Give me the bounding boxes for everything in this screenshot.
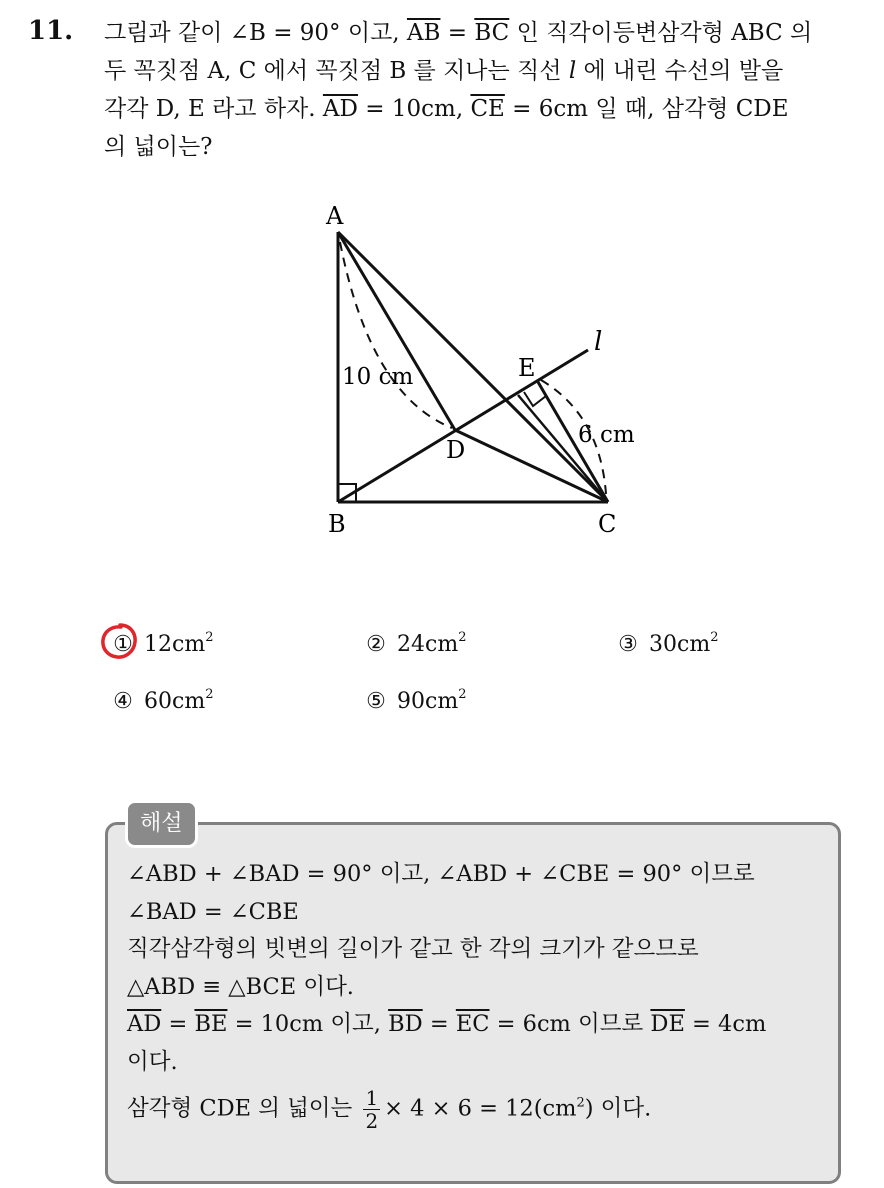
choice-marker: ② [366,632,386,657]
segment-bd: $\overline{BD}$ [388,1011,423,1037]
question-text-part: = 6cm 일 때, 삼각형 CDE [504,96,789,122]
segment-ce: $\overline{CE}$ [470,96,505,122]
solution-text-part: × 4 × 6 = 12(cm [384,1095,577,1122]
question-text-part: = 10cm, [357,96,471,122]
segment-ec-line [518,395,608,502]
segment-be: $\overline{BE}$ [194,1011,228,1037]
choice-exponent: 2 [458,687,467,702]
choice-exponent: 2 [458,630,467,645]
question-text [104,14,860,166]
question-text-part: 각각 D, E 라고 하자. [104,96,323,122]
choice-value: 90cm [397,689,459,714]
choice-marker: ③ [618,632,638,657]
solution-line-2: ∠BAD = ∠CBE [127,898,299,925]
choice-5[interactable] [361,687,466,717]
choice-marker: ⑤ [366,689,386,714]
dashed-arc-ad [340,242,452,428]
right-angle-mark-e [524,392,546,406]
question-text-part: 에 내린 수선의 발을 [576,58,784,84]
question-line-3 [104,90,860,128]
length-label-ad: 10 cm [342,364,414,390]
solution-text-part: = 6cm 이므로 [489,1011,651,1037]
segment-ad: $\overline{AD}$ [322,96,358,122]
line-l-symbol: l [568,58,577,84]
vertex-label-c: C [598,510,617,538]
solution-text-part: = 10cm 이고, [227,1011,389,1037]
answer-circle-icon [99,621,139,661]
fraction-one-half [363,1087,380,1132]
question-line-1 [104,14,860,52]
choice-marker: ④ [113,689,133,714]
solution-line-6: 이다. [127,1048,178,1075]
solution-exponent: 2 [576,1095,585,1111]
choice-marker: ① [113,632,133,657]
choice-exponent: 2 [710,630,719,645]
question-text-part: 인 직각이등변삼각형 ABC 의 [509,20,813,46]
question-line-2 [104,52,860,90]
choice-4[interactable] [108,687,213,717]
question-line-4: 의 넓이는? [104,134,213,160]
equals-sign: = [440,20,475,46]
segment-ab: $\overline{AB}$ [406,20,441,46]
segment-ec: $\overline{EC}$ [455,1011,490,1037]
solution-line-1: ∠ABD + ∠BAD = 90° 이고, ∠ABD + ∠CBE = 90° 이므로 [127,861,755,887]
point-label-e: E [518,354,536,382]
choice-2[interactable] [361,630,466,660]
point-label-d: D [446,436,466,464]
solution-text-part: ) 이다. [584,1095,652,1122]
solution-line-7 [127,1087,827,1132]
equals-sign: = [422,1011,456,1037]
choice-value: 12cm [144,632,206,657]
question-text-part: 두 꼭짓점 A, C 에서 꼭짓점 B 를 지나는 직선 [104,58,569,84]
solution-line-4: △ABD ≡ △BCE 이다. [127,973,354,1000]
question-number: 11. [28,16,74,46]
equals-sign: = [161,1011,195,1037]
segment-ad: $\overline{AD}$ [127,1011,162,1037]
choice-3[interactable] [613,630,718,660]
solution-body [127,856,827,1132]
line-label-l: l [594,327,603,357]
segment-bc: $\overline{BC}$ [474,20,510,46]
solution-text-part: = 4cm [684,1011,767,1037]
vertex-label-a: A [326,202,344,230]
solution-text-part: 삼각형 CDE 의 넓이는 [127,1095,360,1122]
fraction-denominator: 2 [365,1109,379,1133]
question-text-part: 그림과 같이 ∠B = 90° 이고, [104,20,407,46]
choice-value: 60cm [144,689,206,714]
choice-exponent: 2 [205,630,214,645]
length-label-ce: 6 cm [578,422,635,448]
choice-value: 30cm [649,632,711,657]
geometry-figure [300,190,660,550]
fraction-numerator: 1 [365,1086,379,1110]
solution-tag: 해설 [125,800,198,848]
solution-line-3: 직각삼각형의 빗변의 길이가 같고 한 각의 크기가 같으므로 [127,936,699,962]
segment-de: $\overline{DE}$ [650,1011,685,1037]
choice-value: 24cm [397,632,459,657]
solution-line-5 [127,1006,827,1044]
choice-exponent: 2 [205,687,214,702]
vertex-label-b: B [328,510,346,538]
